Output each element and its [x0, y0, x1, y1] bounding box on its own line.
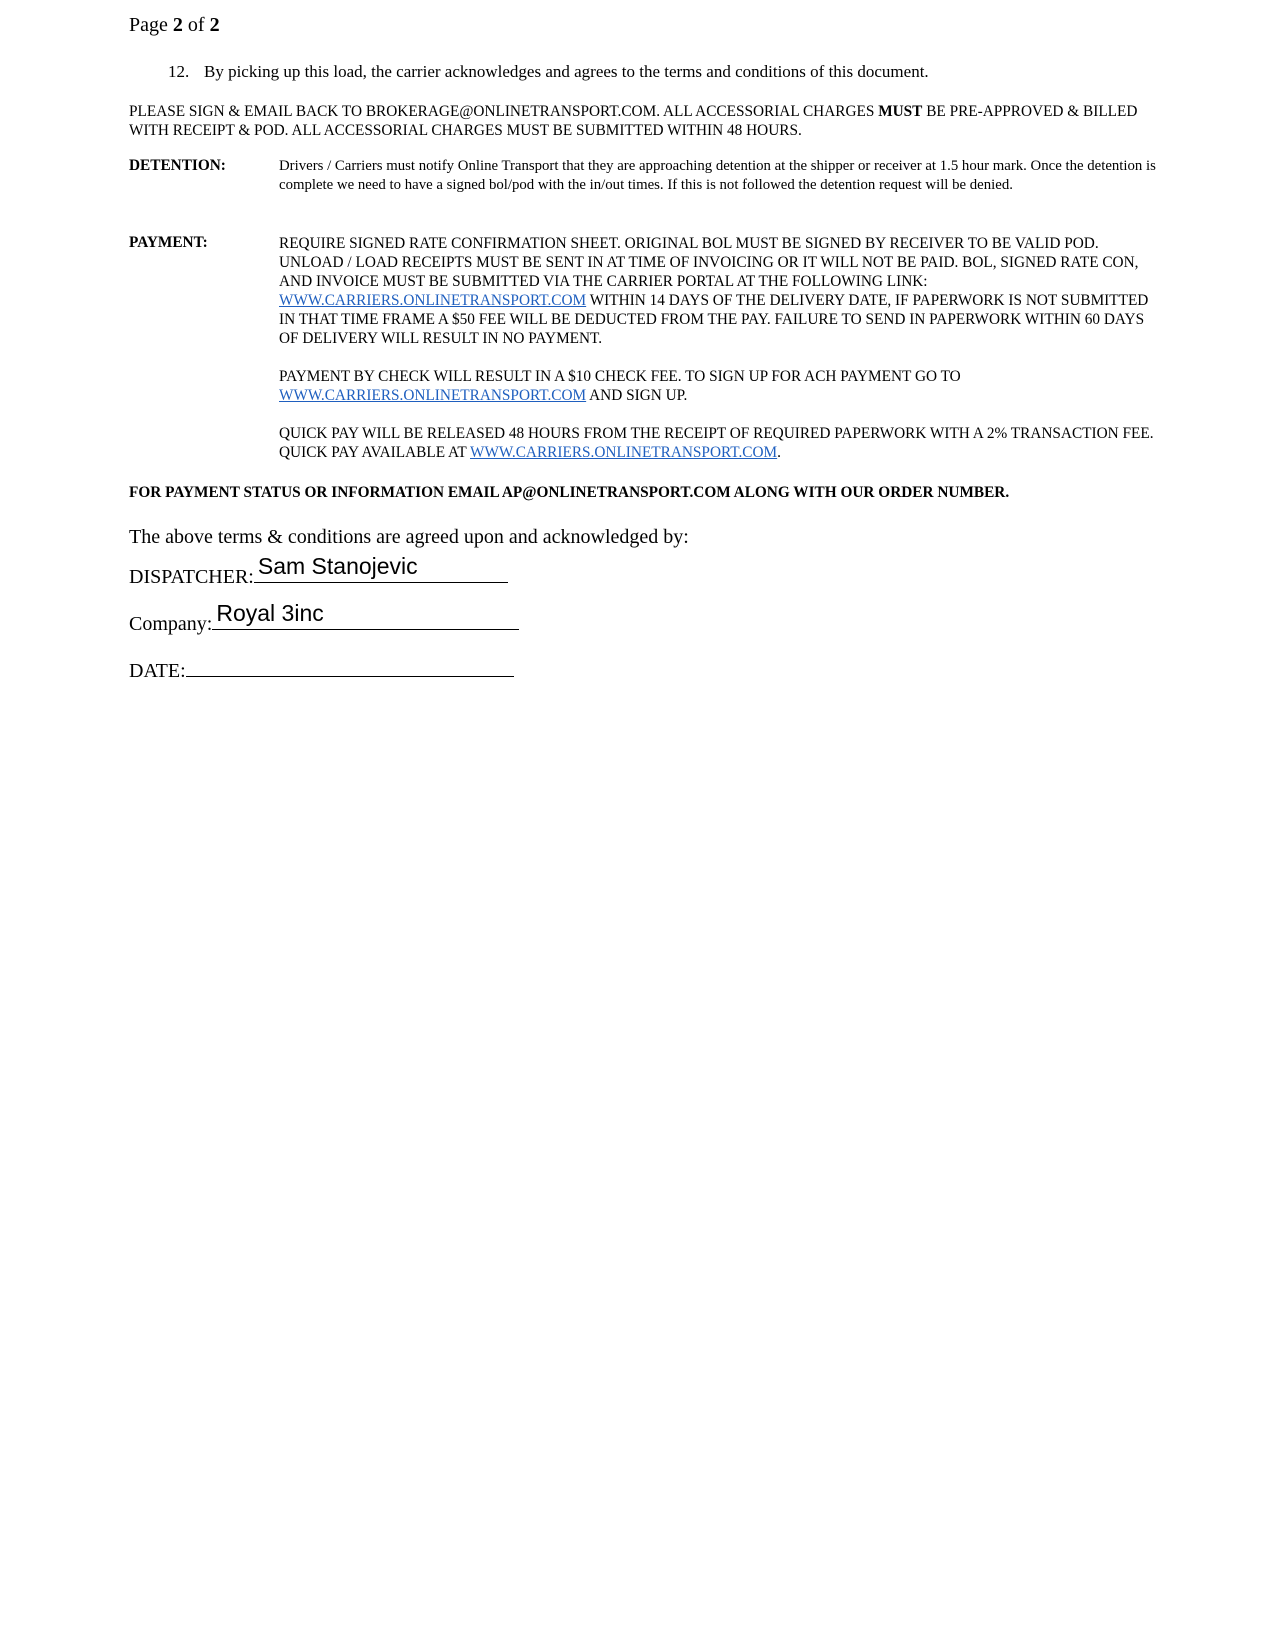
- payment-p2-text-a: PAYMENT BY CHECK WILL RESULT IN A $10 CHECK FEE. TO SIGN UP FOR ACH PAYMENT GO TO: [279, 368, 961, 385]
- dispatcher-value: Sam Stanojevic: [257, 553, 418, 579]
- payment-text: [279, 234, 1159, 462]
- detention-label: DETENTION:: [129, 157, 226, 174]
- date-label: DATE:: [129, 660, 186, 682]
- dispatcher-label: DISPATCHER:: [129, 566, 254, 588]
- date-field[interactable]: [186, 658, 514, 677]
- payment-p2-text-b: AND SIGN UP.: [586, 387, 688, 404]
- company-field[interactable]: [212, 600, 519, 630]
- notice-emphasis: MUST: [878, 103, 923, 120]
- date-row: [129, 658, 514, 683]
- list-item-text: By picking up this load, the carrier acknowledges and agrees to the terms and conditions of this document.: [204, 62, 929, 81]
- page-current: 2: [172, 14, 183, 36]
- accessorial-notice: [129, 102, 1169, 140]
- payment-paragraph-1: [279, 234, 1159, 348]
- payment-p3-text-a: QUICK PAY WILL BE RELEASED 48 HOURS FROM THE RECEIPT OF REQUIRED PAPERWORK WITH A 2% TRANSACTION FEE. QUICK PAY AVAILABLE AT: [279, 425, 1154, 461]
- payment-p1-text-a: REQUIRE SIGNED RATE CONFIRMATION SHEET. ORIGINAL BOL MUST BE SIGNED BY RECEIVER TO BE VALID POD. UNLOAD / LOAD RECEIPTS MUST BE SENT IN AT TIME OF INVOICING OR IT WILL NOT BE PAID. BOL, SIGNED RATE CON, AND INVOICE MUST BE SUBMITTED VIA THE CARRIER PORTAL AT THE FOLLOWING LINK:: [279, 235, 1139, 290]
- list-item-12: [168, 62, 929, 82]
- carrier-portal-link-3[interactable]: WWW.CARRIERS.ONLINETRANSPORT.COM: [470, 444, 778, 461]
- payment-paragraph-3: [279, 424, 1159, 462]
- page-total: 2: [209, 14, 220, 36]
- page-number: [129, 14, 220, 37]
- carrier-portal-link-1[interactable]: WWW.CARRIERS.ONLINETRANSPORT.COM: [279, 292, 587, 309]
- notice-text-2: BE PRE-APPROVED & BILLED WITH RECEIPT & POD. ALL ACCESSORIAL CHARGES MUST BE SUBMITTED WITHIN 48 HOURS.: [129, 103, 1138, 139]
- dispatcher-row: [129, 553, 508, 589]
- company-value: Royal 3inc: [216, 600, 324, 626]
- page-of: of: [187, 14, 205, 36]
- acknowledgement-text: The above terms & conditions are agreed upon and acknowledged by:: [129, 526, 689, 548]
- notice-text-1: PLEASE SIGN & EMAIL BACK TO BROKERAGE@ONLINETRANSPORT.COM. ALL ACCESSORIAL CHARGES: [129, 103, 879, 120]
- carrier-portal-link-2[interactable]: WWW.CARRIERS.ONLINETRANSPORT.COM: [279, 387, 587, 404]
- dispatcher-field[interactable]: [254, 553, 508, 583]
- payment-status-note: FOR PAYMENT STATUS OR INFORMATION EMAIL AP@ONLINETRANSPORT.COM ALONG WITH OUR ORDER NUMBER.: [129, 484, 1010, 501]
- page-prefix: Page: [129, 14, 168, 36]
- list-item-number: 12.: [168, 62, 190, 81]
- payment-p3-text-b: .: [777, 444, 781, 461]
- detention-paragraph: Drivers / Carriers must notify Online Transport that they are approaching detention at the shipper or receiver at 1.5 hour mark. Once the detention is complete we need to have a signed bol/pod with the in/out times. If this is not followed the detention request will be denied.: [279, 158, 1156, 193]
- payment-p1-text-b: WITHIN 14 DAYS OF THE DELIVERY DATE, IF PAPERWORK IS NOT SUBMITTED IN THAT TIME FRAME A $50 FEE WILL BE DEDUCTED FROM THE PAY. FAILURE TO SEND IN PAPERWORK WITHIN 60 DAYS OF DELIVERY WILL RESULT IN NO PAYMENT.: [279, 292, 1149, 347]
- company-row: [129, 600, 519, 636]
- payment-label: PAYMENT:: [129, 234, 208, 251]
- payment-paragraph-2: [279, 367, 1159, 405]
- company-label: Company:: [129, 613, 213, 635]
- detention-text: [279, 157, 1159, 195]
